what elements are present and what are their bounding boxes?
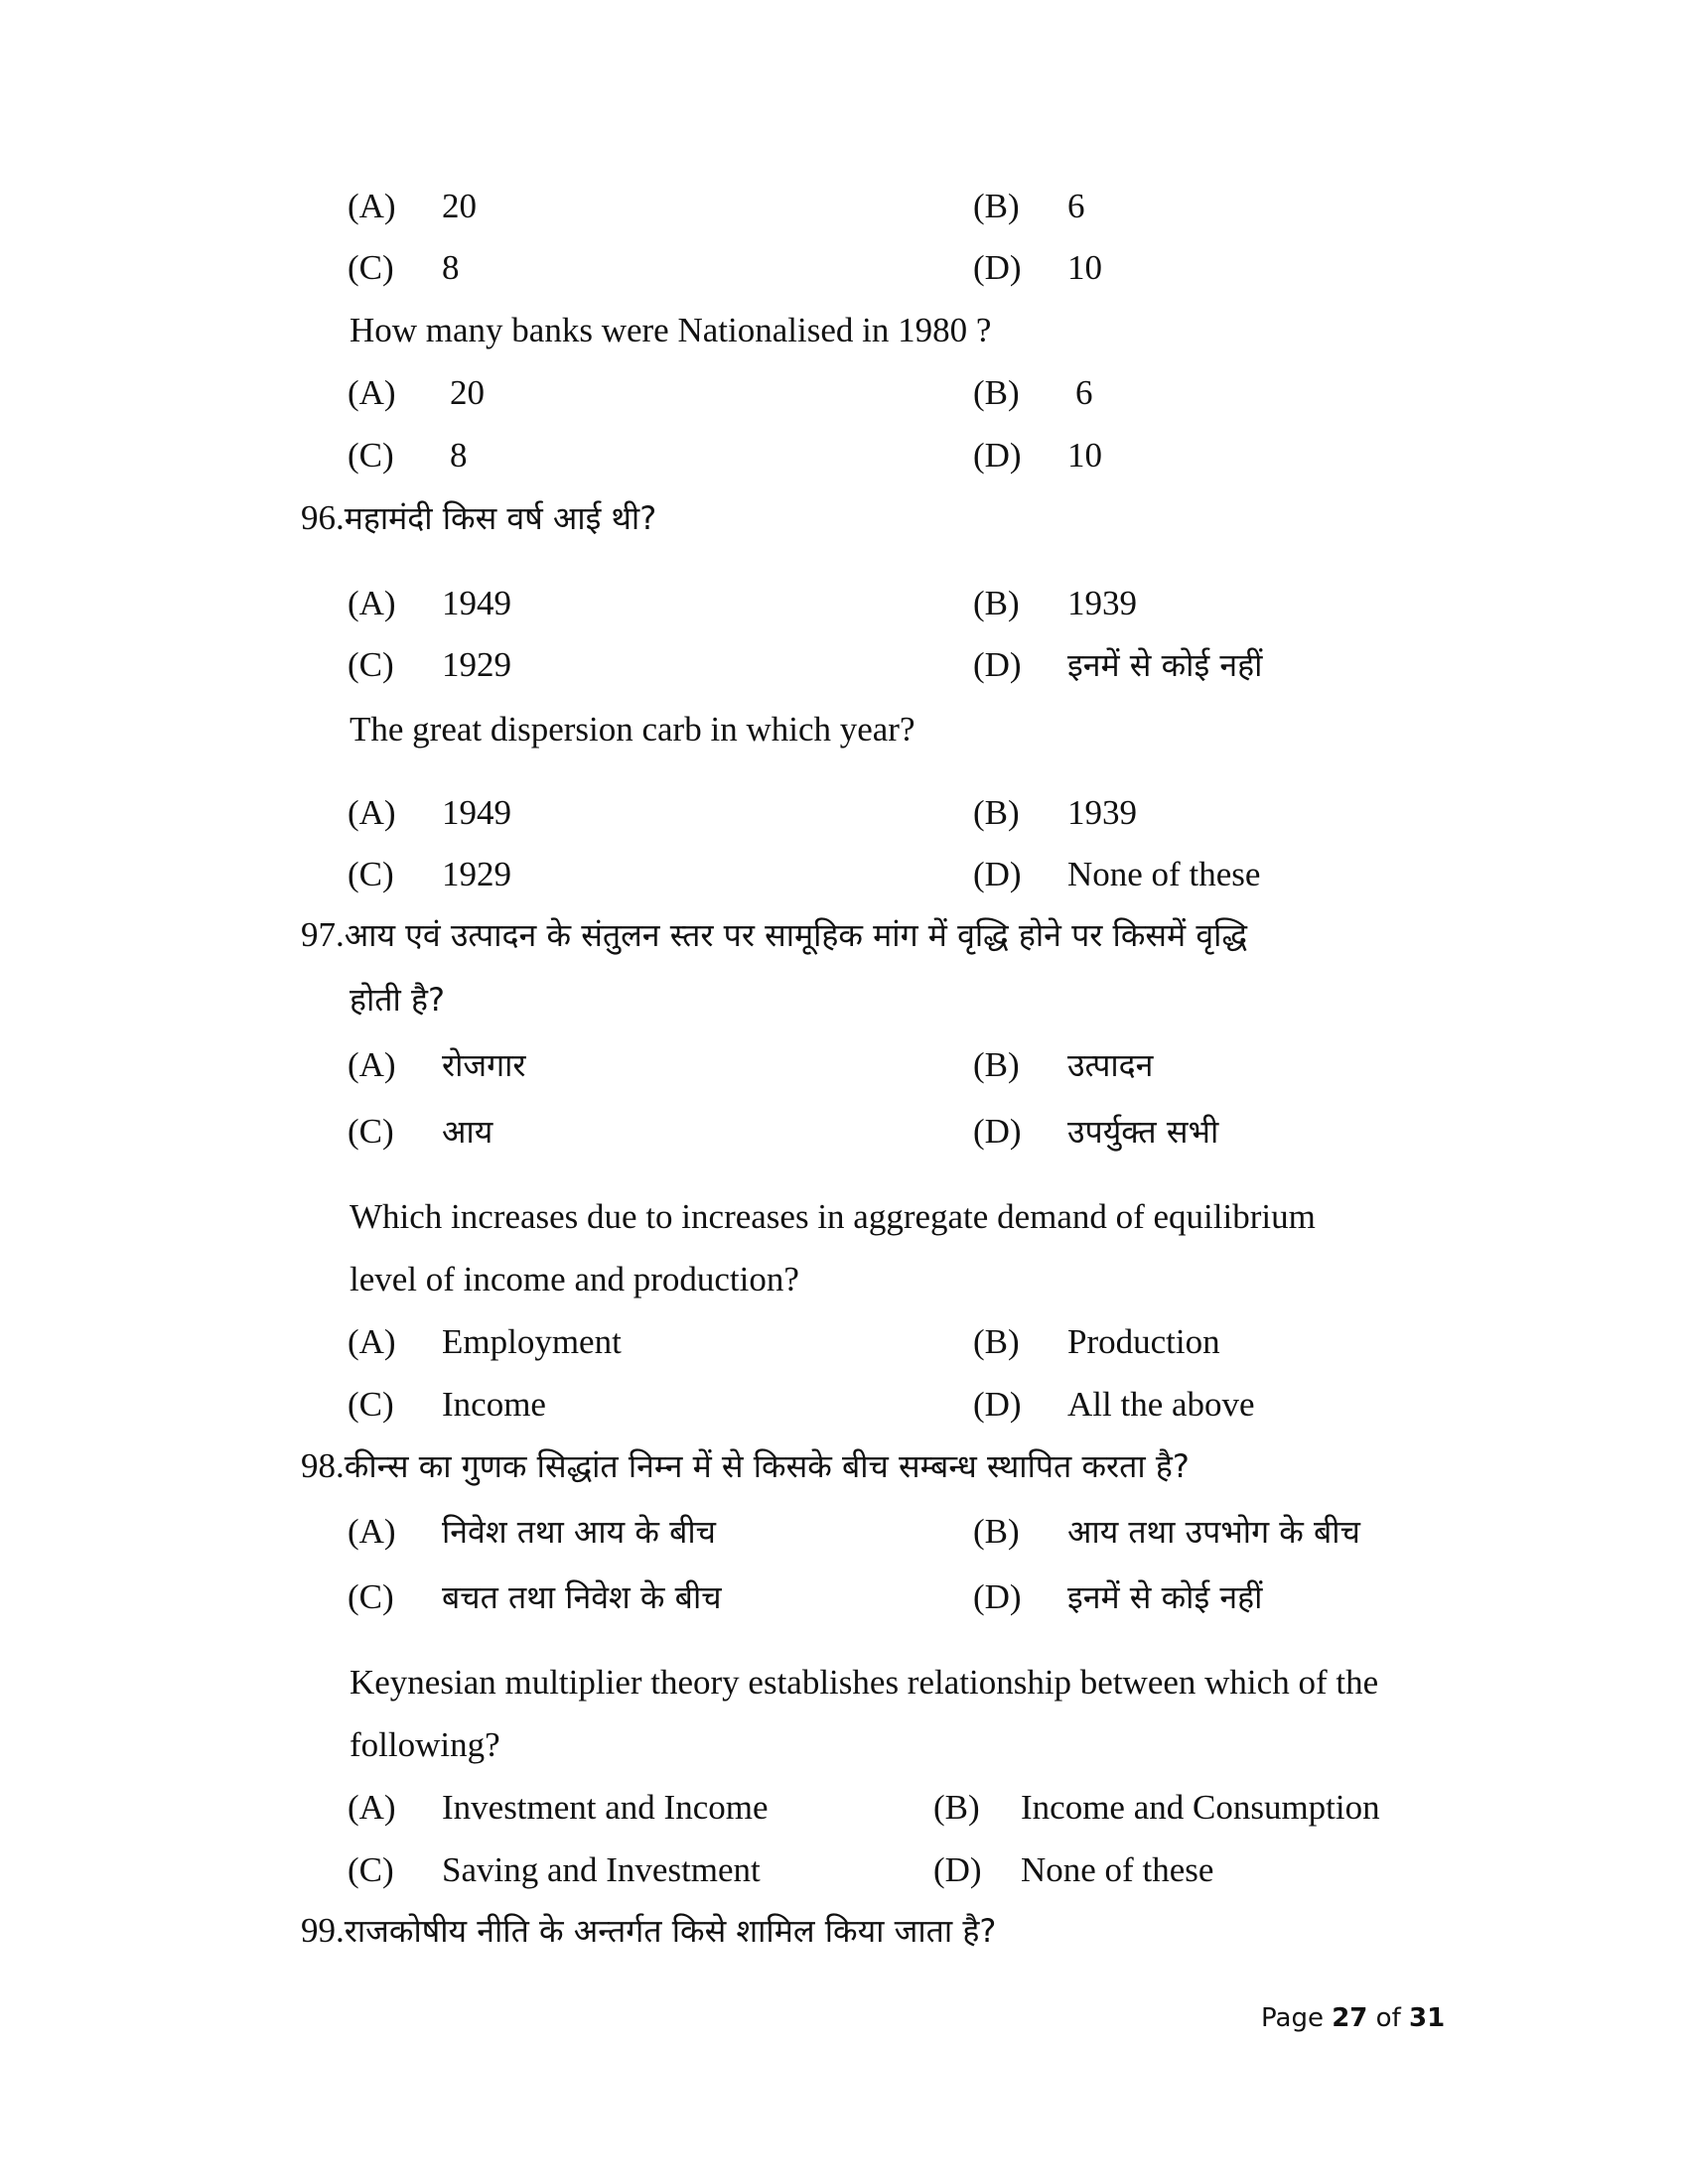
option-label: (B) (973, 584, 1020, 622)
option-text: 1939 (1067, 793, 1137, 832)
option-text: 6 (1067, 187, 1085, 225)
option-text: Saving and Investment (442, 1850, 761, 1889)
option-text: 1949 (442, 793, 511, 832)
question-text-hi: राजकोषीय नीति के अन्तर्गत किसे शामिल किया जाता है? (344, 1912, 997, 1950)
option-label: (C) (348, 1577, 394, 1616)
question-text-en: Which increases due to increases in aggregate demand of equilibrium (350, 1197, 1316, 1236)
question-text-en: The great dispersion carb in which year? (350, 710, 915, 749)
question-text-en-cont: level of income and production? (350, 1260, 799, 1298)
question-text-hi: महामंदी किस वर्ष आई थी? (344, 499, 657, 537)
page-number (1261, 2003, 1445, 2033)
option-text: 1939 (1067, 584, 1137, 622)
question-number: 99. (301, 1911, 345, 1950)
option-text: Production (1067, 1322, 1220, 1361)
option-text: 1929 (442, 645, 511, 684)
option-text: Employment (442, 1322, 622, 1361)
option-label: (C) (348, 248, 394, 287)
option-label: (D) (973, 1385, 1022, 1424)
question-text-hi: कीन्स का गुणक सिद्धांत निम्न में से किसके बीच सम्बन्ध स्थापित करता है? (344, 1447, 1190, 1485)
option-label: (B) (973, 1512, 1020, 1551)
total-pages: 31 (1409, 2003, 1446, 2033)
option-label: (B) (933, 1788, 980, 1827)
option-text: 1929 (442, 855, 511, 893)
option-text: 10 (1067, 248, 1102, 287)
option-text: आय तथा उपभोग के बीच (1067, 1513, 1360, 1551)
option-text: 10 (1067, 436, 1102, 475)
option-label: (C) (348, 1385, 394, 1424)
option-label: (B) (973, 373, 1020, 412)
page-word: Page (1261, 2003, 1324, 2033)
option-text: बचत तथा निवेश के बीच (442, 1578, 722, 1616)
option-label: (D) (973, 1577, 1022, 1616)
option-label: (D) (973, 436, 1022, 475)
option-text: 20 (450, 373, 485, 412)
question-number: 97. (301, 915, 345, 954)
option-label: (B) (973, 187, 1020, 225)
option-label: (A) (348, 373, 396, 412)
option-label: (C) (348, 1850, 394, 1889)
option-label: (A) (348, 1788, 396, 1827)
question-hi (301, 913, 1247, 957)
option-label: (D) (973, 248, 1022, 287)
question-hi (301, 1444, 1190, 1488)
option-text: 6 (1075, 373, 1093, 412)
of-word: of (1375, 2003, 1401, 2033)
question-text-en-cont: following? (350, 1725, 500, 1764)
option-text: 8 (442, 248, 460, 287)
option-label: (C) (348, 855, 394, 893)
option-label: (B) (973, 793, 1020, 832)
option-label: (C) (348, 1112, 394, 1151)
option-text: आय (442, 1113, 493, 1151)
option-label: (C) (348, 436, 394, 475)
option-text: Investment and Income (442, 1788, 769, 1827)
option-text: 20 (442, 187, 477, 225)
question-number: 96. (301, 498, 345, 537)
option-label: (D) (973, 855, 1022, 893)
option-text: उत्पादन (1067, 1046, 1154, 1084)
option-text: 8 (450, 436, 468, 475)
question-text-hi: आय एवं उत्पादन के संतुलन स्तर पर सामूहिक मांग में वृद्धि होने पर किसमें वृद्धि (344, 916, 1248, 954)
option-label: (A) (348, 1512, 396, 1551)
question-number: 98. (301, 1446, 345, 1485)
current-page: 27 (1332, 2003, 1368, 2033)
option-text: रोजगार (442, 1046, 526, 1084)
question-hi (301, 496, 656, 540)
option-label: (A) (348, 1322, 396, 1361)
option-label: (B) (973, 1045, 1020, 1084)
option-text: 1949 (442, 584, 511, 622)
question-hi (301, 1909, 996, 1953)
question-text-hi-cont: होती है? (350, 981, 445, 1019)
option-text: उपर्युक्त सभी (1067, 1113, 1219, 1151)
option-label: (B) (973, 1322, 1020, 1361)
option-text: निवेश तथा आय के बीच (442, 1513, 716, 1551)
option-text: Income (442, 1385, 546, 1424)
option-label: (A) (348, 793, 396, 832)
option-text: इनमें से कोई नहीं (1067, 646, 1263, 684)
option-label: (A) (348, 1045, 396, 1084)
option-label: (C) (348, 645, 394, 684)
option-text: इनमें से कोई नहीं (1067, 1578, 1263, 1616)
option-label: (D) (973, 1112, 1022, 1151)
option-label: (A) (348, 187, 396, 225)
option-text: None of these (1021, 1850, 1214, 1889)
question-text-en: Keynesian multiplier theory establishes relationship between which of the (350, 1663, 1379, 1702)
option-text: Income and Consumption (1021, 1788, 1380, 1827)
option-text: None of these (1067, 855, 1261, 893)
option-text: All the above (1067, 1385, 1255, 1424)
option-label: (D) (973, 645, 1022, 684)
option-label: (A) (348, 584, 396, 622)
question-text-en: How many banks were Nationalised in 1980 ? (350, 311, 992, 349)
option-label: (D) (933, 1850, 982, 1889)
